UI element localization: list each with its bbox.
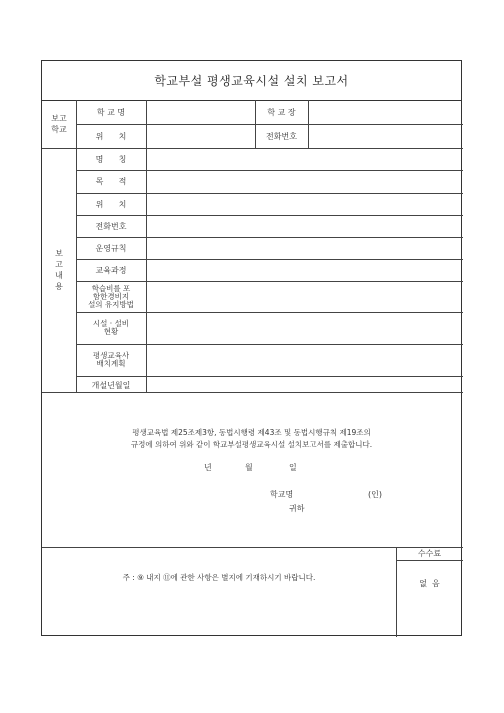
- content-row-field[interactable]: [146, 237, 463, 259]
- content-row-label: [76, 193, 146, 215]
- content-row-label: [76, 281, 146, 312]
- statement-line-2: 규정에 의하여 위와 같이 학교부설평생교육시설 설치보고서를 제출합니다.: [130, 440, 373, 449]
- content-row-field[interactable]: [146, 170, 463, 193]
- content-row-label-line: 전화번호: [95, 221, 127, 231]
- content-row-label-line: 학습비를 포: [91, 283, 131, 293]
- content-row-label-line: 평생교육사: [92, 351, 130, 360]
- side-label-line: 보고: [51, 114, 67, 123]
- content-row-label: [76, 148, 146, 170]
- report-form: [41, 60, 462, 636]
- date-day-label: 일: [289, 462, 297, 472]
- date-month-label: 월: [245, 462, 253, 472]
- content-row-label-line: 설의 유지방법: [88, 299, 134, 309]
- side-label-char: 내: [55, 271, 63, 280]
- content-row-field[interactable]: [146, 312, 463, 344]
- content-row-label-line: 위 치: [95, 199, 127, 209]
- statement-line-1: 평생교육법 제25조제3항, 동법시행령 제43조 및 동법시행규칙 제19조의: [132, 428, 371, 437]
- content-row-field[interactable]: [146, 259, 463, 281]
- school-location-label: 위 치: [95, 131, 127, 141]
- side-label-char: 보: [55, 249, 63, 258]
- content-row-label-line: 운영규칙: [95, 243, 127, 253]
- side-label-char: 용: [55, 282, 63, 291]
- content-row-field[interactable]: [146, 281, 463, 312]
- signature-seal: (인): [368, 489, 382, 499]
- recipient-label: 귀하: [289, 503, 305, 513]
- school-head-label: 학 교 장: [267, 107, 296, 117]
- content-row-label: [76, 344, 146, 376]
- side-label-char: 고: [55, 260, 63, 269]
- form-title: 학교부설 평생교육시설 설치 보고서: [42, 61, 461, 101]
- report-content-side-label: [42, 148, 76, 392]
- content-row-label-line: 시설 · 설비: [92, 319, 130, 328]
- content-row-field[interactable]: [146, 344, 463, 376]
- footer-note: 주 : ⑨ 내지 ⑪에 관한 사항은 별지에 기재하시기 바랍니다.: [122, 572, 316, 582]
- school-name-field[interactable]: [146, 100, 255, 124]
- content-row-label-line: 명 칭: [95, 154, 127, 164]
- school-head-field[interactable]: [308, 100, 463, 124]
- reporting-school-side-label: [42, 100, 76, 148]
- content-row-label-line: 개설년월일: [91, 381, 131, 390]
- content-row-label: [76, 259, 146, 281]
- side-label-line: 학교: [51, 125, 67, 134]
- content-row-label-line: 교육과정: [95, 265, 127, 275]
- school-phone-label: 전화번호: [266, 131, 297, 141]
- content-row-label: [76, 312, 146, 344]
- content-row-field[interactable]: [146, 148, 463, 170]
- content-row-label: [76, 237, 146, 259]
- content-row-label-line: 현황: [103, 327, 119, 336]
- content-row-field[interactable]: [146, 376, 463, 395]
- content-row-label: [76, 376, 146, 395]
- content-row-label: [76, 170, 146, 193]
- content-row-label-line: 목 적: [95, 177, 127, 186]
- fee-value: 없 음: [419, 579, 440, 588]
- school-name-label: 학 교 명: [96, 107, 126, 117]
- fee-label: 수수료: [417, 549, 442, 558]
- content-row-label: [76, 215, 146, 237]
- content-row-label-line: 배치계획: [96, 359, 126, 368]
- date-year-label: 년: [204, 462, 212, 472]
- content-row-field[interactable]: [146, 193, 463, 215]
- content-row-field[interactable]: [146, 215, 463, 237]
- content-row-label-line: 함한경비지: [92, 291, 130, 301]
- school-location-field[interactable]: [146, 124, 255, 148]
- signature-school-label: 학교명: [270, 489, 294, 499]
- school-phone-field[interactable]: [308, 124, 463, 148]
